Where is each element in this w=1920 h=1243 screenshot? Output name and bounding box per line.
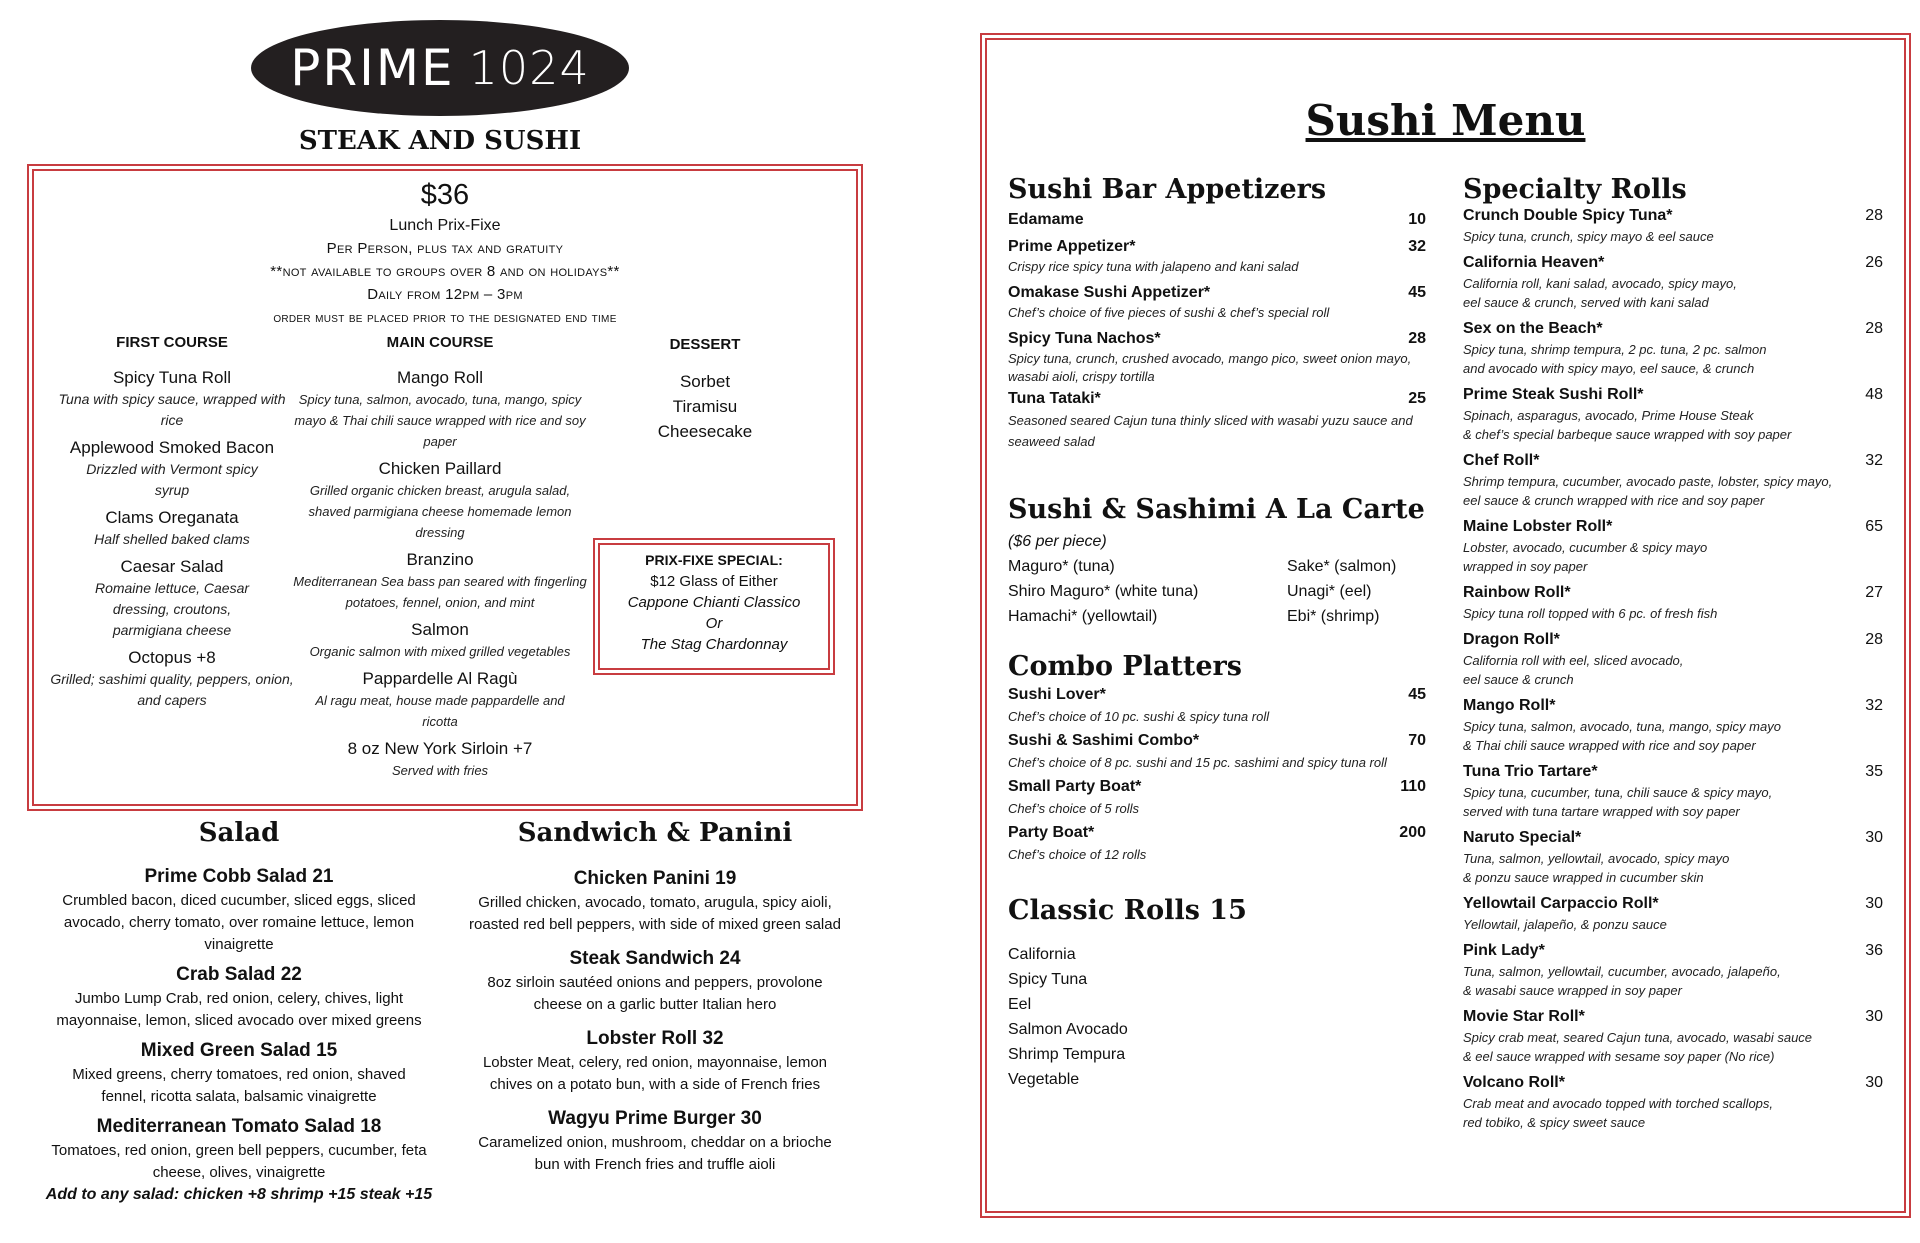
specialty-roll-desc: Spicy tuna, shrimp tempura, 2 pc. tuna, 2 pc. salmon and avocado with spicy mayo, eel sauce, & crunch (1463, 342, 1767, 376)
specialty-roll-desc: Spicy crab meat, seared Cajun tuna, avocado, wasabi sauce & eel sauce wrapped with sesame soy paper (No rice) (1463, 1030, 1813, 1064)
special-title: PRIX-FIXE SPECIAL: (645, 552, 783, 568)
main-course-item: Mango Roll Spicy tuna, salmon, avocado, tuna, mango, spicy mayo & Thai chili sauce wrapped with rice and soy paper (294, 368, 586, 449)
specialty-roll-desc: Lobster, avocado, cucumber & spicy mayo wrapped in soy paper (1463, 540, 1708, 574)
classic-item: California (1008, 946, 1076, 963)
specialty-roll-desc: Spicy tuna, crunch, spicy mayo & eel sauce (1463, 229, 1714, 244)
specialty-roll-desc: Spicy tuna, cucumber, tuna, chili sauce & spicy mayo, served with tuna tartare wrapped with soy paper (1463, 785, 1773, 819)
main-course-item: Salmon Organic salmon with mixed grilled vegetables (309, 620, 571, 659)
sandwich-item: Steak Sandwich 24 8oz sirloin sautéed onions and peppers, provolone cheese on a garlic butter Italian hero (487, 948, 823, 1013)
specialty-roll-price: 30 (1865, 895, 1883, 912)
brand-tagline: STEAK AND SUSHI (298, 126, 582, 156)
order-note: order must be placed prior to the designated end time (273, 309, 617, 325)
dessert-item: Tiramisu (672, 397, 738, 416)
specialty-roll-price: 28 (1865, 207, 1883, 224)
specialty-roll-name: Crunch Double Spicy Tuna* (1463, 207, 1673, 224)
classic-item: Spicy Tuna (1008, 971, 1088, 988)
first-course-item: Octopus +8 Grilled; sashimi quality, peppers, onion, and capers (50, 648, 294, 708)
salad-item: Mixed Green Salad 15 Mixed greens, cherry tomatoes, red onion, shaved fennel, ricotta salata, balsamic vinaigrette (72, 1040, 406, 1105)
first-course-item: Applewood Smoked Bacon Drizzled with Vermont spicy syrup (69, 438, 275, 498)
special-wine-2: The Stag Chardonnay (640, 636, 788, 653)
first-course-item: Caesar Salad Romaine lettuce, Caesar dressing, croutons, parmigiana cheese (94, 557, 250, 638)
specialty-roll-desc: California roll, kani salad, avocado, spicy mayo, eel sauce & crunch, served with kani salad (1463, 276, 1737, 310)
prix-fixe-header (32, 176, 858, 329)
specialty-roll-price: 35 (1865, 763, 1883, 780)
specialty-roll-price: 65 (1865, 518, 1883, 535)
main-course-item: Chicken Paillard Grilled organic chicken breast, arugula salad, shaved parmigiana cheese homemade lemon dressing (308, 459, 572, 540)
specialty-roll-item (1463, 1006, 1883, 1066)
classic-item: Shrimp Tempura (1008, 1046, 1126, 1063)
prix-fixe-title: Lunch Prix-Fixe (389, 217, 501, 234)
carte-item: Hamachi* (yellowtail) (1008, 608, 1158, 625)
sandwich-item: Chicken Panini 19 Grilled chicken, avocado, tomato, arugula, spicy aioli, roasted red bell peppers, with side of mixed green salad (469, 868, 841, 933)
specialty-roll-price: 36 (1865, 942, 1883, 959)
specialty-roll-name: Maine Lobster Roll* (1463, 518, 1613, 535)
main-course-column (290, 334, 590, 781)
carte-item: Unagi* (eel) (1287, 583, 1372, 600)
specialty-roll-price: 32 (1865, 452, 1883, 469)
specialty-roll-name: California Heaven* (1463, 254, 1605, 271)
specialty-roll-name: Dragon Roll* (1463, 631, 1560, 648)
specialty-roll-name: Sex on the Beach* (1463, 320, 1603, 337)
specialty-roll-item (1463, 940, 1883, 1000)
sandwich-item: Lobster Roll 32 Lobster Meat, celery, red onion, mayonnaise, lemon chives on a potato bun, with a side of French fries (482, 1028, 828, 1093)
salad-item: Mediterranean Tomato Salad 18 Tomatoes, red onion, green bell peppers, cucumber, feta cheese, olives, vinaigrette (51, 1116, 427, 1181)
main-course-item: Pappardelle Al Ragù Al ragu meat, house made pappardelle and ricotta (315, 669, 565, 729)
appetizer-item: Edamame 10 (1008, 211, 1426, 228)
first-course-item: Spicy Tuna Roll Tuna with spicy sauce, wrapped with rice (58, 368, 286, 428)
special-or: Or (705, 615, 723, 632)
specialty-roll-price: 30 (1865, 1008, 1883, 1025)
specialty-roll-desc: California roll with eel, sliced avocado, eel sauce & crunch (1463, 653, 1684, 687)
specialty-roll-item (1463, 252, 1883, 312)
carte-item: Sake* (salmon) (1287, 558, 1397, 575)
combo-title: Combo Platters (1008, 651, 1242, 682)
specialty-roll-name: Movie Star Roll* (1463, 1008, 1585, 1025)
specialty-roll-price: 28 (1865, 320, 1883, 337)
per-person-note: Per Person, plus tax and gratuity (326, 240, 564, 257)
specialty-roll-price: 28 (1865, 631, 1883, 648)
specialty-roll-item (1463, 1072, 1883, 1132)
specialty-roll-item (1463, 827, 1883, 887)
sushi-menu-title: Sushi Menu (1305, 96, 1586, 145)
specialty-roll-name: Chef Roll* (1463, 452, 1540, 469)
specialty-roll-price: 30 (1865, 1074, 1883, 1091)
specialty-roll-desc: Yellowtail, jalapeño, & ponzu sauce (1463, 917, 1667, 932)
specialty-list (1463, 205, 1883, 1132)
specialty-roll-name: Naruto Special* (1463, 829, 1582, 846)
main-course-item: Branzino Mediterranean Sea bass pan seared with fingerling potatoes, fennel, onion, and mint (293, 550, 587, 610)
combo-item: Sushi & Sashimi Combo* 70 Chef’s choice of 8 pc. sushi and 15 pc. sashimi and spicy tuna roll (1008, 732, 1426, 770)
dessert-column (600, 336, 810, 444)
sandwich-item: Wagyu Prime Burger 30 Caramelized onion, mushroom, cheddar on a brioche bun with French fries and truffle aioli (478, 1108, 832, 1173)
specialty-roll-item (1463, 516, 1883, 576)
brand-number: 1024 (468, 41, 590, 95)
availability-note: **not available to groups over 8 and on holidays** (270, 263, 620, 280)
sushi-left-column (1008, 174, 1426, 1092)
specialty-roll-item (1463, 384, 1883, 444)
special-subtitle: $12 Glass of Either (650, 573, 778, 590)
specialty-roll-price: 48 (1865, 386, 1883, 403)
dessert-item: Sorbet (679, 372, 731, 391)
special-text (598, 550, 830, 655)
appetizer-item: Tuna Tataki* 25 Seasoned seared Cajun tuna thinly sliced with wasabi yuzu sauce and seaweed salad (1008, 390, 1426, 449)
appetizer-item: Prime Appetizer* 32 Crispy rice spicy tuna with jalapeno and kani salad (1008, 238, 1426, 274)
specialty-roll-name: Rainbow Roll* (1463, 584, 1571, 601)
carte-item: Shiro Maguro* (white tuna) (1008, 583, 1199, 600)
specialty-roll-desc: Tuna, salmon, yellowtail, avocado, spicy mayo & ponzu sauce wrapped in cucumber skin (1463, 851, 1730, 885)
combo-item: Sushi Lover* 45 Chef’s choice of 10 pc. sushi & spicy tuna roll (1008, 686, 1426, 724)
specialty-roll-item (1463, 450, 1883, 510)
salad-item: Prime Cobb Salad 21 Crumbled bacon, diced cucumber, sliced eggs, sliced avocado, cherry tomato, over romaine lettuce, lemon vinaigrette (62, 866, 416, 953)
first-course-item: Clams Oreganata Half shelled baked clams (94, 508, 250, 547)
specialty-roll-name: Yellowtail Carpaccio Roll* (1463, 895, 1659, 912)
specialty-column (1463, 174, 1883, 1132)
classic-item: Vegetable (1008, 1071, 1080, 1088)
carte-item: Maguro* (tuna) (1008, 558, 1115, 575)
specialty-roll-price: 30 (1865, 829, 1883, 846)
first-course-title: FIRST COURSE (116, 334, 228, 351)
specialty-roll-name: Volcano Roll* (1463, 1074, 1565, 1091)
specialty-roll-price: 27 (1865, 584, 1883, 601)
classic-title: Classic Rolls 15 (1008, 895, 1247, 926)
specialty-roll-item (1463, 695, 1883, 755)
combo-item: Party Boat* 200 Chef’s choice of 12 rolls (1008, 824, 1426, 862)
appetizer-item: Spicy Tuna Nachos* 28 Spicy tuna, crunch, crushed avocado, mango pico, sweet onion mayo, wasabi aioli, crispy tortilla (1008, 330, 1426, 384)
specialty-roll-desc: Crab meat and avocado topped with torched scallops, red tobiko, & spicy sweet sauce (1463, 1096, 1774, 1130)
specialty-roll-price: 26 (1865, 254, 1883, 271)
specialty-roll-name: Pink Lady* (1463, 942, 1545, 959)
specialty-roll-desc: Spicy tuna, salmon, avocado, tuna, mango, spicy mayo & Thai chili sauce wrapped with rice and soy paper (1463, 719, 1781, 753)
specialty-roll-desc: Spinach, asparagus, avocado, Prime House Steak & chef’s special barbeque sauce wrapped with soy paper (1463, 408, 1792, 442)
specialty-roll-item (1463, 761, 1883, 821)
main-course-title: MAIN COURSE (386, 334, 494, 351)
special-wine-1: Cappone Chianti Classico (627, 594, 801, 611)
carte-title: Sushi & Sashimi A La Carte (1008, 494, 1425, 525)
salad-section (24, 818, 454, 1206)
first-course-column (42, 334, 302, 711)
hours-note: Daily from 12pm – 3pm (367, 286, 523, 303)
specialty-roll-item (1463, 205, 1883, 246)
carte-note: ($6 per piece) (1008, 533, 1107, 550)
salad-addon: Add to any salad: chicken +8 shrimp +15 steak +15 (45, 1186, 433, 1203)
classic-item: Salmon Avocado (1008, 1021, 1128, 1038)
sandwich-title: Sandwich & Panini (517, 818, 793, 848)
appetizers-title: Sushi Bar Appetizers (1008, 174, 1327, 205)
specialty-roll-desc: Shrimp tempura, cucumber, avocado paste, lobster, spicy mayo, eel sauce & crunch wrapped with rice and soy paper (1463, 474, 1833, 508)
brand-logo (251, 20, 629, 116)
specialty-roll-item (1463, 893, 1883, 934)
dessert-item: Cheesecake (657, 422, 753, 441)
specialty-roll-item (1463, 629, 1883, 689)
carte-list (1008, 554, 1426, 629)
classic-item: Eel (1008, 996, 1032, 1013)
main-course-item: 8 oz New York Sirloin +7 Served with fries (347, 739, 533, 778)
specialty-roll-item (1463, 318, 1883, 378)
carte-item: Ebi* (shrimp) (1287, 608, 1380, 625)
specialty-roll-name: Mango Roll* (1463, 697, 1556, 714)
specialty-roll-desc: Tuna, salmon, yellowtail, cucumber, avocado, jalapeño, & wasabi sauce wrapped in soy paper (1463, 964, 1781, 998)
salad-item: Crab Salad 22 Jumbo Lump Crab, red onion, celery, chives, light mayonnaise, lemon, sliced avocado over mixed greens (56, 964, 422, 1029)
specialty-title: Specialty Rolls (1463, 174, 1687, 205)
brand-name: PRIME (290, 39, 455, 97)
specialty-roll-price: 32 (1865, 697, 1883, 714)
appetizer-item: Omakase Sushi Appetizer* 45 Chef’s choice of five pieces of sushi & chef’s special roll (1008, 284, 1426, 320)
sandwich-section (460, 818, 850, 1176)
specialty-roll-name: Tuna Trio Tartare* (1463, 763, 1598, 780)
specialty-roll-item (1463, 582, 1883, 623)
salad-title: Salad (198, 818, 280, 848)
specialty-roll-name: Prime Steak Sushi Roll* (1463, 386, 1644, 403)
prix-fixe-price: $36 (420, 179, 470, 211)
specialty-roll-desc: Spicy tuna roll topped with 6 pc. of fresh fish (1463, 606, 1718, 621)
combo-item: Small Party Boat* 110 Chef’s choice of 5 rolls (1008, 778, 1426, 816)
dessert-title: DESSERT (669, 336, 741, 353)
